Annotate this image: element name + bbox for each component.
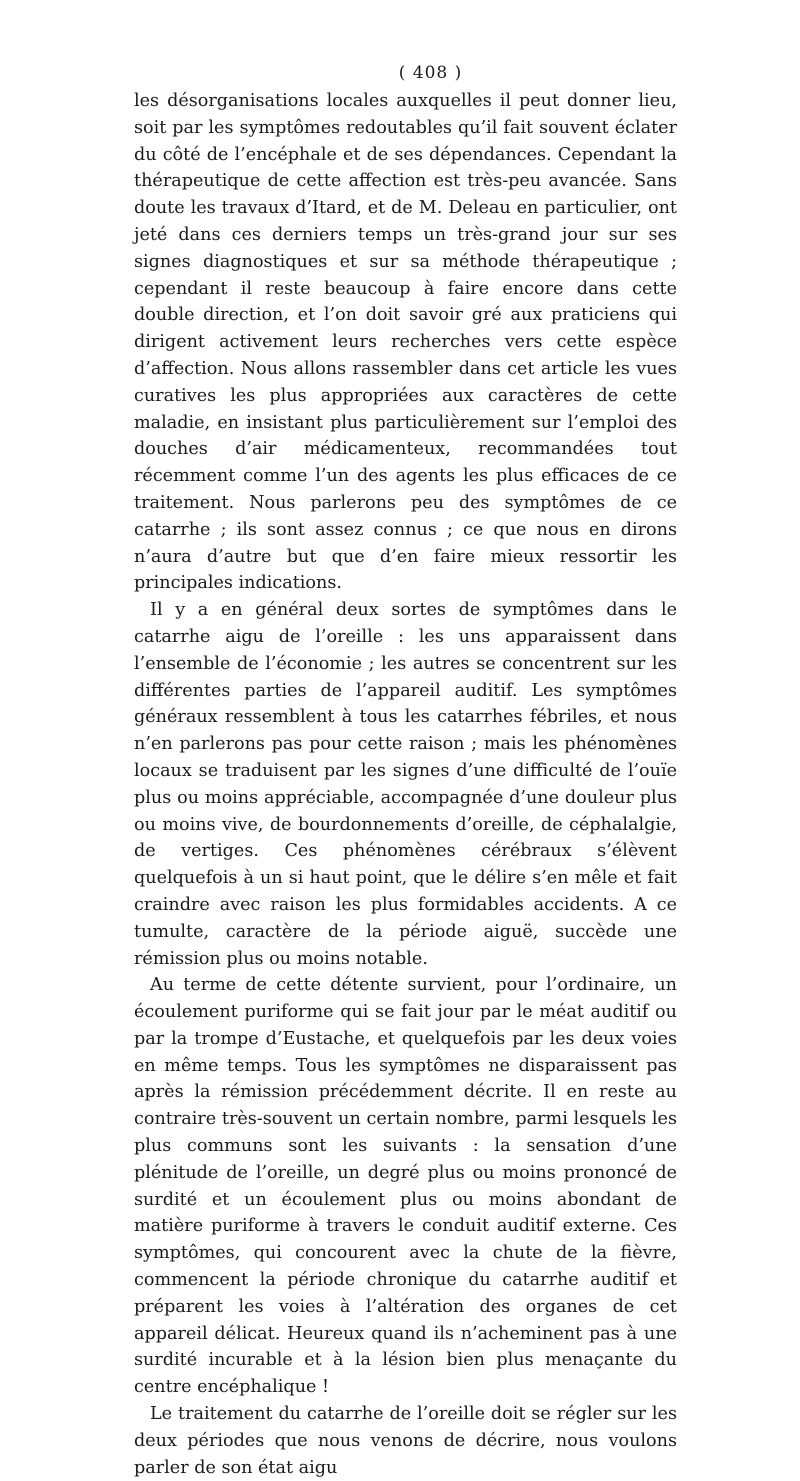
book-page (134, 62, 677, 1481)
paragraph-2: Il y a en général deux sortes de symptômes dans le catarrhe aigu de l’oreille : les uns apparaissent dans l’ensemble de l’économie ; les autres se concentrent sur les différentes parties de l’appareil auditif. Les symptômes généraux ressemblent à tous les catarrhes fébriles, et nous n’en parlerons pas pour cette raison ; mais les phénomènes locaux se traduisent par les signes d’une difficulté de l’ouïe plus ou moins appréciable, accompagnée d’une douleur plus ou moins vive, de bourdonnements d’oreille, de céphalalgie, de vertiges. Ces phénomènes cérébraux s’élèvent quelquefois à un si haut point, que le délire s’en mêle et fait craindre avec raison les plus formidables accidents. A ce tumulte, caractère de la période aiguë, succède une rémission plus ou moins notable. (134, 600, 677, 969)
paragraph-4: Le traitement du catarrhe de l’oreille doit se régler sur les deux périodes que nous venons de décrire, nous voulons parler de son état aigu (134, 1404, 677, 1478)
page-number: ( 408 ) (398, 63, 463, 83)
paragraph-3: Au terme de cette détente survient, pour l’ordinaire, un écoulement puriforme qui se fait jour par le méat auditif ou par la trompe d’Eustache, et quelquefois par les deux voies en même temps. Tous les symptômes ne disparaissent pas après la rémission précédemment décrite. Il en reste au contraire très-souvent un certain nombre, parmi lesquels les plus communs sont les suivants : la sensation d’une plénitude de l’oreille, un degré plus ou moins prononcé de surdité et un écoulement plus ou moins abondant de matière puriforme à travers le conduit auditif externe. Ces symptômes, qui concourent avec la chute de la fièvre, commencent la période chronique du catarrhe auditif et préparent les voies à l’altération des organes de cet appareil délicat. Heureux quand ils n’acheminent pas à une surdité incurable et à la lésion bien plus menaçante du centre encéphalique ! (134, 975, 677, 1398)
paragraph-1: les désorganisations locales auxquelles il peut donner lieu, soit par les symptômes redoutables qu’il fait souvent éclater du côté de l’encéphale et de ses dépendances. Cependant la thérapeutique de cette affection est très-peu avancée. Sans doute les travaux d’Itard, et de M. Deleau en particulier, ont jeté dans ces derniers temps un très-grand jour sur ses signes diagnostiques et sur sa méthode thérapeutique ; cependant il reste beaucoup à faire encore dans cette double direction, et l’on doit savoir gré aux praticiens qui dirigent activement leurs recherches vers cette espèce d’affection. Nous allons rassembler dans cet article les vues curatives les plus appropriées aux caractères de cette maladie, en insistant plus particulièrement sur l’emploi des douches d’air médicamenteux, recommandées tout récemment comme l’un des agents les plus efficaces de ce traitement. Nous parlerons peu des symptômes de ce catarrhe ; ils sont assez connus ; ce que nous en dirons n’aura d’autre but que d’en faire mieux ressortir les principales indications. (134, 91, 677, 594)
